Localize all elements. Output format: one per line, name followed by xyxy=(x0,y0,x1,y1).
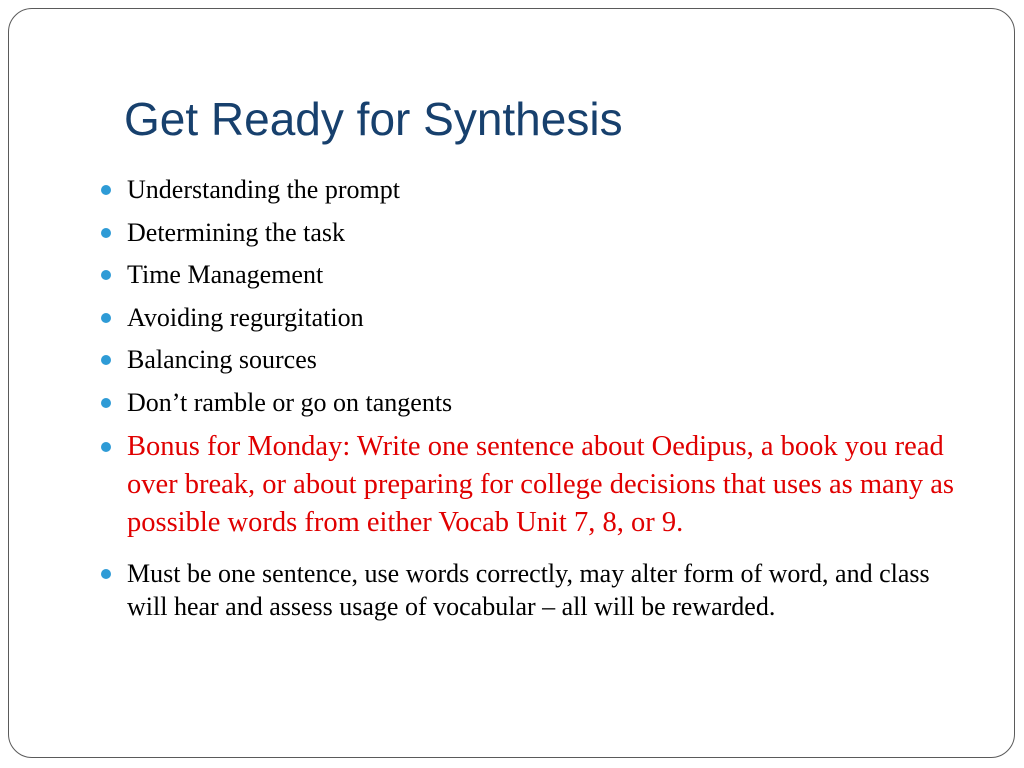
bullet-text: Understanding the prompt xyxy=(127,175,400,204)
bullet-list xyxy=(99,173,969,623)
list-item xyxy=(99,301,969,335)
bullet-icon xyxy=(101,228,111,238)
bullet-text: Don’t ramble or go on tangents xyxy=(127,387,453,417)
slide-frame xyxy=(8,8,1015,758)
bullet-text: Avoiding regurgitation xyxy=(127,302,364,332)
slide-title: Get Ready for Synthesis xyxy=(124,93,623,145)
bullet-text: Must be one sentence, use words correctly, may alter form of word, and class will hear and assess usage of vocabular – all will be rewarded. xyxy=(127,559,930,621)
list-item xyxy=(99,173,969,207)
bullet-text: Balancing sources xyxy=(127,345,317,374)
bullet-icon xyxy=(101,313,111,323)
list-item xyxy=(99,216,969,250)
list-item xyxy=(99,258,969,292)
bullet-icon xyxy=(101,355,111,365)
list-item xyxy=(99,557,969,623)
list-item xyxy=(99,386,969,420)
bonus-list-item xyxy=(99,428,969,542)
bullet-icon xyxy=(101,398,111,408)
list-item xyxy=(99,343,969,377)
bullet-icon xyxy=(101,569,111,579)
bullet-icon xyxy=(101,442,111,452)
bullet-icon xyxy=(101,270,111,280)
bonus-text: Bonus for Monday: Write one sentence about Oedipus, a book you read over break, or about preparing for college decisions that uses as many as possible words from either Vocab Unit 7, 8, or 9. xyxy=(127,431,955,538)
bullet-text: Determining the task xyxy=(127,217,346,247)
bullet-icon xyxy=(101,185,111,195)
bullet-text: Time Management xyxy=(127,260,324,289)
